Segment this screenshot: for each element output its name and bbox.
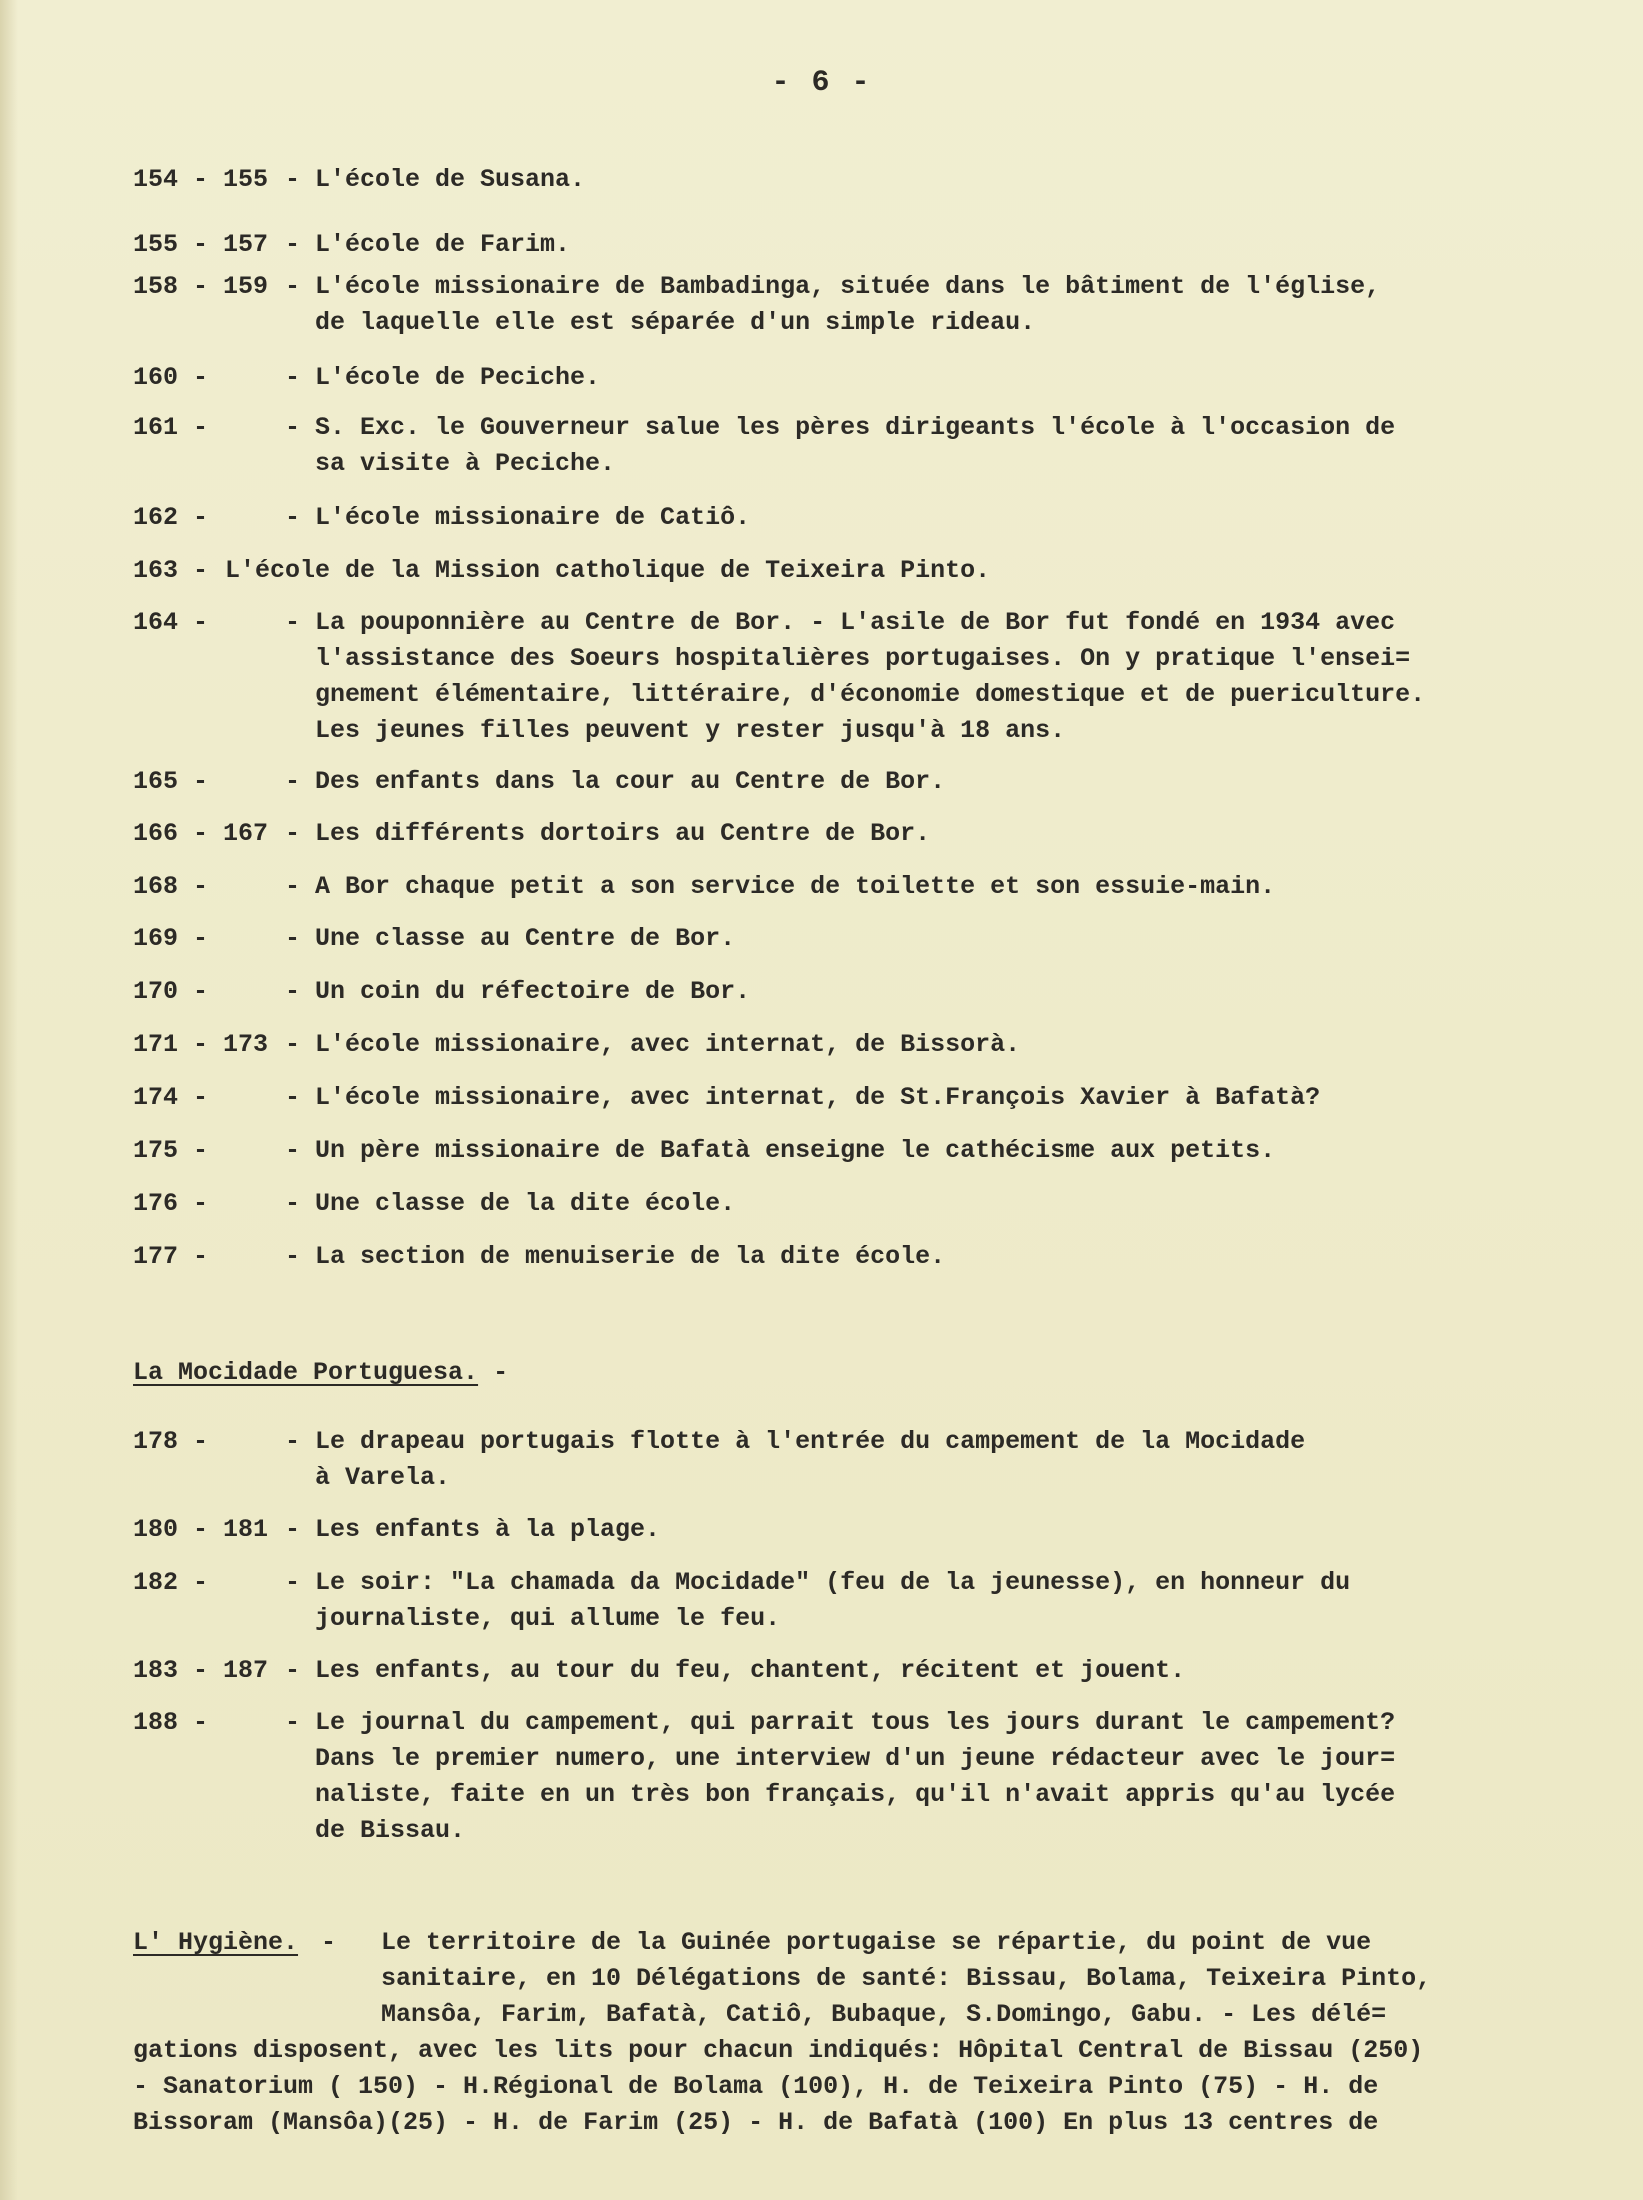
caption-text xyxy=(285,816,930,852)
caption-line: - L'école missionaire, avec internat, de St.François Xavier à Bafatà? xyxy=(285,1083,1321,1112)
caption-line: - Des enfants dans la cour au Centre de Bor. xyxy=(285,767,946,796)
caption-line: - Les différents dortoirs au Centre de Bor. xyxy=(285,819,931,848)
photo-number: 169 - xyxy=(133,924,209,953)
caption-line: - L'école de Peciche. xyxy=(285,363,601,392)
caption-line: de laquelle elle est séparée d'un simple rideau. xyxy=(315,308,1036,337)
photo-number: 178 - xyxy=(133,1427,209,1456)
caption-text xyxy=(285,1565,1350,1637)
section-title-text: La Mocidade Portuguesa. xyxy=(133,1358,479,1387)
hygiene-line: gations disposent, avec les lits pour chacun indiqués: Hôpital Central de Bissau (250) xyxy=(133,2036,1424,2065)
photo-number: 182 - xyxy=(133,1568,209,1597)
caption-text xyxy=(285,869,1275,905)
caption-line: - L'école de Farim. xyxy=(285,230,571,259)
caption-text xyxy=(285,1186,735,1222)
caption-line: - La pouponnière au Centre de Bor. - L'asile de Bor fut fondé en 1934 avec xyxy=(285,608,1396,637)
caption-text xyxy=(285,1080,1320,1116)
page-number: - 6 - xyxy=(771,66,872,100)
caption-line: - Une classe de la dite école. xyxy=(285,1189,736,1218)
photo-number: 175 - xyxy=(133,1136,209,1165)
caption-line: l'assistance des Soeurs hospitalières portugaises. On y pratique l'ensei= xyxy=(315,644,1411,673)
paper-edge-shadow xyxy=(0,0,18,2200)
caption-line: gnement élémentaire, littéraire, d'économie domestique et de puericulture. xyxy=(315,680,1426,709)
caption-line: L'école de la Mission catholique de Teixeira Pinto. xyxy=(225,556,991,585)
caption-line: de Bissau. xyxy=(315,1816,466,1845)
photo-number: 164 - xyxy=(133,608,209,637)
caption-text xyxy=(285,605,1425,749)
photo-number: 161 - xyxy=(133,413,209,442)
caption-line: - S. Exc. le Gouverneur salue les pères dirigeants l'école à l'occasion de xyxy=(285,413,1396,442)
caption-text xyxy=(285,1133,1275,1169)
caption-line: - L'école de Susana. xyxy=(285,165,586,194)
caption-line: sa visite à Peciche. xyxy=(315,449,616,478)
caption-text xyxy=(285,921,735,957)
section-title-mocidade xyxy=(133,1355,508,1391)
photo-number: 176 - xyxy=(133,1189,209,1218)
caption-line: journaliste, qui allume le feu. xyxy=(315,1604,781,1633)
caption-text xyxy=(285,764,945,800)
caption-line: à Varela. xyxy=(315,1463,451,1492)
photo-number: 171 - 173 xyxy=(133,1030,269,1059)
caption-text xyxy=(285,1512,660,1548)
caption-line: - Une classe au Centre de Bor. xyxy=(285,924,736,953)
caption-line: - La section de menuiserie de la dite école. xyxy=(285,1242,946,1271)
caption-text xyxy=(285,1653,1185,1689)
photo-number: 168 - xyxy=(133,872,209,901)
section-title-suffix: - xyxy=(478,1358,509,1387)
caption-text xyxy=(285,360,600,396)
caption-text xyxy=(285,500,750,536)
photo-number: 177 - xyxy=(133,1242,209,1271)
photo-number: 188 - xyxy=(133,1708,209,1737)
photo-number: 165 - xyxy=(133,767,209,796)
hygiene-line: Mansôa, Farim, Bafatà, Catiô, Bubaque, S.Domingo, Gabu. - Les délé= xyxy=(381,2000,1387,2029)
caption-line: - L'école missionaire, avec internat, de Bissorà. xyxy=(285,1030,1021,1059)
caption-text xyxy=(285,162,585,198)
caption-line: - Un coin du réfectoire de Bor. xyxy=(285,977,751,1006)
caption-line: - L'école missionaire de Bambadinga, située dans le bâtiment de l'église, xyxy=(285,272,1381,301)
caption-line: - Les enfants à la plage. xyxy=(285,1515,661,1544)
photo-number: 154 - 155 xyxy=(133,165,269,194)
hygiene-line: Le territoire de la Guinée portugaise se répartie, du point de vue xyxy=(381,1928,1372,1957)
hygiene-line: Bissoram (Mansôa)(25) - H. de Farim (25) - H. de Bafatà (100) En plus 13 centres de xyxy=(133,2108,1379,2137)
caption-line: - Un père missionaire de Bafatà enseigne le cathécisme aux petits. xyxy=(285,1136,1276,1165)
caption-text xyxy=(285,1027,1020,1063)
caption-line: Les jeunes filles peuvent y rester jusqu'à 18 ans. xyxy=(315,716,1066,745)
caption-text xyxy=(285,1239,945,1275)
photo-number: 174 - xyxy=(133,1083,209,1112)
caption-text xyxy=(285,269,1380,341)
caption-text xyxy=(285,1424,1305,1496)
caption-text xyxy=(285,227,570,263)
photo-number: 166 - 167 xyxy=(133,819,269,848)
photo-number: 158 - 159 xyxy=(133,272,269,301)
caption-text xyxy=(285,974,750,1010)
caption-line: - L'école missionaire de Catiô. xyxy=(285,503,751,532)
caption-text xyxy=(225,553,990,589)
photo-number: 183 - 187 xyxy=(133,1656,269,1685)
photo-number: 163 - xyxy=(133,556,209,585)
hygiene-line: - Sanatorium ( 150) - H.Régional de Bolama (100), H. de Teixeira Pinto (75) - H. de xyxy=(133,2072,1379,2101)
caption-line: - Le drapeau portugais flotte à l'entrée du campement de la Mocidade xyxy=(285,1427,1306,1456)
caption-line: naliste, faite en un très bon français, qu'il n'avait appris qu'au lycée xyxy=(315,1780,1396,1809)
photo-number: 170 - xyxy=(133,977,209,1006)
caption-text xyxy=(285,410,1395,482)
photo-number: 160 - xyxy=(133,363,209,392)
photo-number: 155 - 157 xyxy=(133,230,269,259)
caption-text xyxy=(285,1705,1395,1849)
hygiene-line: sanitaire, en 10 Délégations de santé: Bissau, Bolama, Teixeira Pinto, xyxy=(381,1964,1432,1993)
caption-line: Dans le premier numero, une interview d'un jeune rédacteur avec le jour= xyxy=(315,1744,1396,1773)
hygiene-dash: - xyxy=(321,1928,337,1957)
caption-line: - Les enfants, au tour du feu, chantent, récitent et jouent. xyxy=(285,1656,1186,1685)
photo-number: 180 - 181 xyxy=(133,1515,269,1544)
caption-line: - A Bor chaque petit a son service de toilette et son essuie-main. xyxy=(285,872,1276,901)
hygiene-label: L' Hygiène. xyxy=(133,1928,299,1957)
photo-number: 162 - xyxy=(133,503,209,532)
caption-line: - Le soir: "La chamada da Mocidade" (feu de la jeunesse), en honneur du xyxy=(285,1568,1351,1597)
caption-line: - Le journal du campement, qui parrait tous les jours durant le campement? xyxy=(285,1708,1396,1737)
